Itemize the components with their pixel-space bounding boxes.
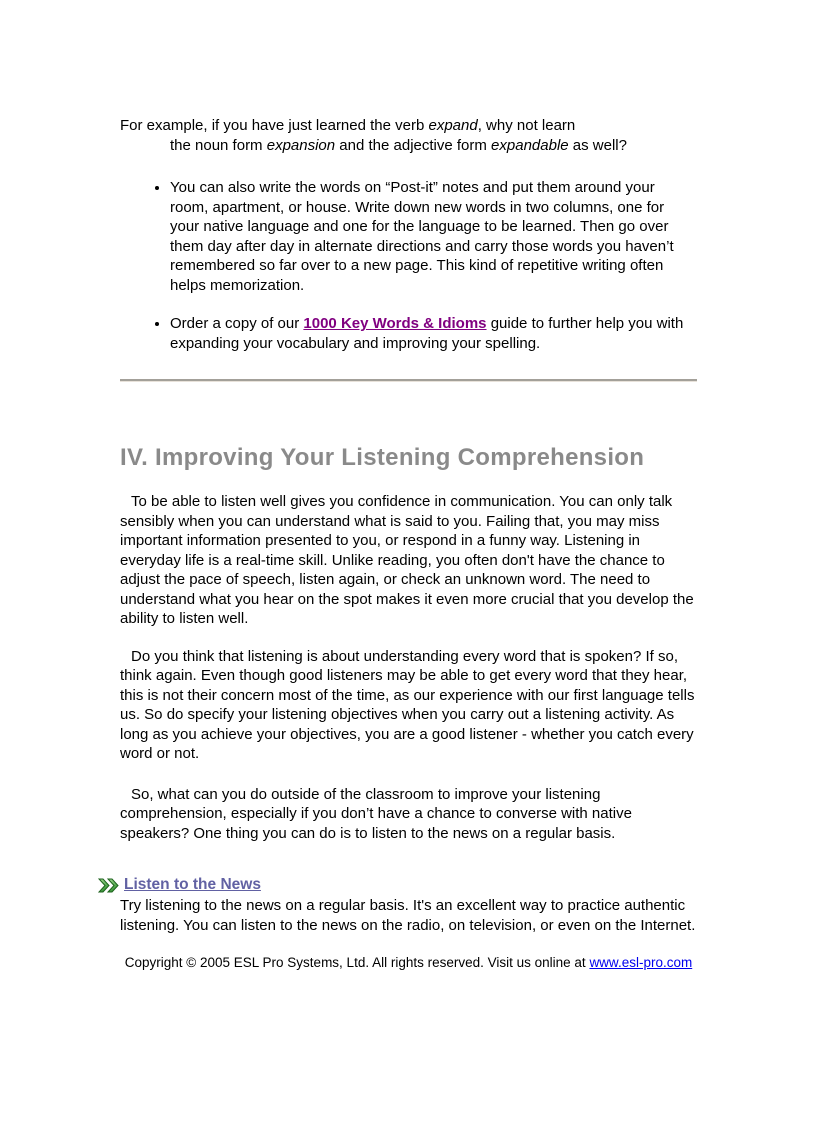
intro-line-1: For example, if you have just learned the verb expand, why not learn	[120, 117, 576, 134]
news-link-row	[98, 876, 697, 894]
double-chevron-right-icon	[98, 878, 119, 893]
section-heading: IV. Improving Your Listening Comprehension	[120, 444, 645, 471]
bullet-item-order-guide: • Order a copy of our 1000 Key Words & Idioms guide to further help you with expanding your vocabulary and improving your spelling.	[170, 314, 697, 353]
bullet-list	[120, 178, 697, 353]
paragraph-listening-confidence: To be able to listen well gives you confidence in communication. You can only talk sensibly when you can understand what is said to you. Failing that, you may miss important information presented to you, or respond in a funny way. Listening in everyday life is a real-time skill. Unlike reading, you often don't have the chance to adjust the pace of speech, listen again, or check an unknown word. The need to understand what you hear on the spot makes it even more crucial that you develop the ability to listen well.	[120, 493, 694, 627]
bullet-item-postit-notes: • You can also write the words on “Post-it” notes and put them around your room, apartment, or house. Write down new words in two columns, one for your native language and one for the language to be learned. Then go over them day after day in alternate directions and carry those words you haven’t remembered so far over to a new page. This kind of repetitive writing often helps memorization.	[170, 178, 697, 295]
paragraph-listening-objectives: Do you think that listening is about understanding every word that is spoken? If so, think again. Even though good listeners may be able to get every word that they hear, this is not their concern most of the time, as our experience with our first language tells us. So do specify your listening objectives when you carry out a listening activity. As long as you achieve your objectives, you are a good listener - whether you catch every word or not.	[120, 647, 695, 762]
key-words-idioms-link[interactable]: 1000 Key Words & Idioms	[303, 315, 487, 332]
horizontal-rule	[120, 379, 697, 382]
paragraph-outside-classroom: So, what can you do outside of the classroom to improve your listening comprehension, especially if you don’t have a chance to converse with native speakers? One thing you can do is to listen to the news on a regular basis.	[120, 785, 632, 842]
footer-copyright: Copyright © 2005 ESL Pro Systems, Ltd. All rights reserved. Visit us online at www.esl-pro.com	[124, 955, 693, 970]
intro-line-2: the noun form expansion and the adjective form expandable as well?	[170, 136, 627, 154]
intro-paragraph	[120, 116, 697, 155]
paragraph-news-practice: Try listening to the news on a regular basis. It's an excellent way to practice authentic listening. You can listen to the news on the radio, on television, or even on the Internet.	[120, 897, 696, 934]
listen-news-link[interactable]: Listen to the News	[124, 876, 261, 893]
esl-pro-link[interactable]: www.esl-pro.com	[589, 955, 693, 970]
